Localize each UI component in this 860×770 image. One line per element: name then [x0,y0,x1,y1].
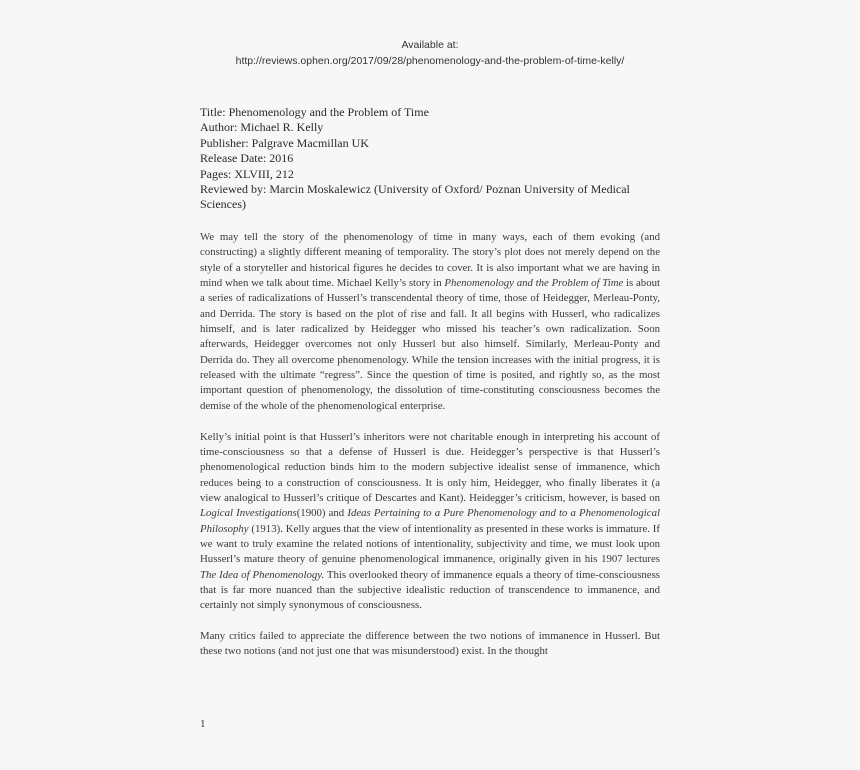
available-label: Available at: [401,39,459,51]
work-title-italic: Ideas Pertaining to a Pure Phenomenology and to a Phenomenological Philosophy [200,507,660,535]
text-run: We may tell the story of the phenomenology of time in many ways, each of them evoking (and constructing) a slightly different meaning of temporality. The story’s plot does not merely depend on the style of a storyteller and historical figures he decides to cover. It is also important what we are having in mind when we talk about time. Michael Kelly’s story in [200,231,660,290]
meta-reviewer: Reviewed by: Marcin Moskalewicz (University of Oxford/ Poznan University of Medical Sciences) [200,182,630,212]
review-body [200,230,660,675]
meta-release-date: Release Date: 2016 [200,151,294,166]
work-title-italic: Logical Investigations [200,507,297,520]
meta-author: Author: Michael R. Kelly [200,120,324,135]
book-title-italic: Phenomenology and the Problem of Time [444,277,624,290]
page-number: 1 [200,718,206,730]
text-run: Kelly’s initial point is that Husserl’s inheritors were not charitable enough in interpreting his account of time-consciousness so that a defense of Husserl is due. Heidegger’s perspective is that Husserl’s phenomenological reduction binds him to the modern subjective idealist sense of immanence, which reduces being to a construction of consciousness. It is only him, Heidegger, who finally liberates it (a view analogical to Husserl’s critique of Descartes and Kant). Heidegger’s criticism, however, is based on [200,430,660,504]
text-run: is about a series of radicalizations of Husserl’s transcendental theory of time, those of Heidegger, Merleau-Ponty, and Derrida. The story is based on the plot of rise and fall. It all begins with Husserl, who radicalizes himself, and is later radicalized by Heidegger who missed his teacher’s own radicalization. Soon afterwards, Heidegger overcomes not only Husserl but also himself. Similarly, Merleau-Ponty and Derrida do. They all overcome phenomenology. While the tension increases with the initial progress, it is released with the ultimate “regress”. Since the question of time is posited, and rightly so, as the most important question of phenomenology, the dissolution of time-constituting consciousness becomes the demise of the whole of the phenomenological enterprise. [200,277,660,412]
text-run: This overlooked theory of immanence equals a theory of time-consciousness that is far more nuanced than the subjective idealistic reduction of transcendence to immanence, and certainly not simply synonymous of consciousness. [200,568,660,612]
text-run: (1913). Kelly argues that the view of intentionality as presented in these works is immature. If we want to truly examine the related notions of intentionality, subjectivity and time, we must look upon Husserl’s mature theory of genuine phenomenological immanence, originally given in his 1907 lectures [200,522,660,566]
meta-publisher: Publisher: Palgrave Macmillan UK [200,135,369,150]
meta-title: Title: Phenomenology and the Problem of Time [200,105,429,119]
book-metadata [200,105,660,213]
paragraph-2 [200,430,660,614]
paragraph-3: Many critics failed to appreciate the difference between the two notions of immanence in Husserl. But these two notions (and not just one that was misunderstood) exist. In the thought [200,630,660,658]
availability-header [0,37,860,69]
meta-pages: Pages: XLVIII, 212 [200,166,294,181]
source-url[interactable]: http://reviews.ophen.org/2017/09/28/phenomenology-and-the-problem-of-time-kelly/ [235,55,625,67]
work-title-italic: The Idea of Phenomenology. [200,568,325,581]
paragraph-1 [200,230,660,414]
text-run: (1900) and [296,507,348,520]
